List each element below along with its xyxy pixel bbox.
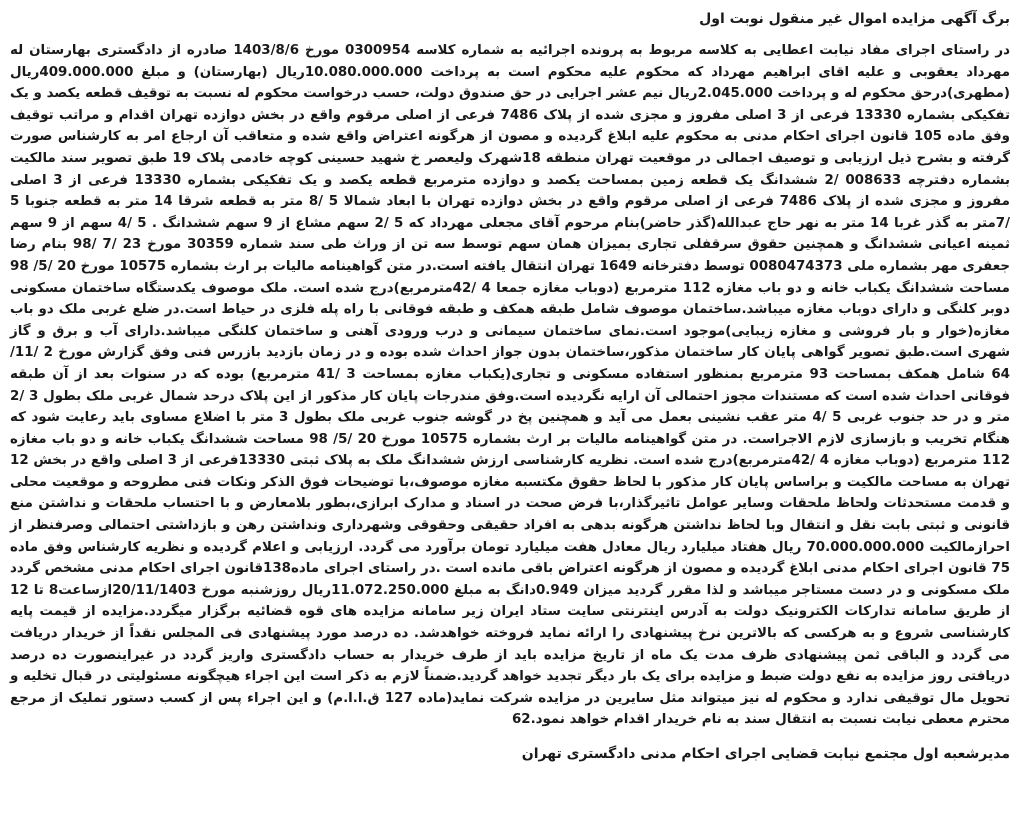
notice-signature: مدیرشعبه اول مجتمع نیابت قضایی اجرای احکام مدنی دادگستری تهران (521, 746, 1010, 762)
notice-title: برگ آگهی مزایده اموال غیر منقول نوبت اول (699, 11, 1010, 27)
notice-body: در راستای اجرای مفاد نیابت اعطایی به کلاسه مربوط به پرونده اجرائیه به شماره کلاسه 0300954 مورخ 1403/8/6 صادره از دادگستری بهارستان له مهرداد یعقوبی و علیه اقای ابراهیم مهرداد که محکوم علیه محکوم است به پرداخت 10.080.000.000ریال (بهارستان) و مبلغ 409.000.000ریال (مطهری)درحق محکوم له و پرداخت 2.045.000ریال نیم عشر اجرایی در حق صندوق دولت، حسب درخواست محکوم له نسبت به توقیف قطعه یکصد و یک تفکیکی بشماره 13330 فرعی از 3 اصلی مفروز و مجزی شده از پلاک 7486 فرعی از اصلی مرقوم واقع در بخش دوازده تهران اقدام و مراتب توقیف وفق ماده 105 قانون اجرای احکام مدنی به محکوم علیه ابلاغ گردیده و مصون از هرگونه اعتراض واقع شده و متعاقب آن ارجاع امر به کارشناس صورت گرفته و بشرح ذیل ارزیابی و توصیف اجمالی در موقعیت تهران منطقه 18شهرک ولیعصر خ شهید حسینی کوچه خادمی پلاک 19 طبق تصویر سند مالکیت بشماره دفترچه 008633 /2 ششدانگ یک قطعه زمین بمساحت یکصد و دوازده مترمربع قطعه یکصد و یک تفکیکی بشماره 13330 فرعی از 3 اصلی مفروز و مجزی شده از پلاک 7486 فرعی از اصلی مرقوم واقع در بخش دوازده تهران با ابعاد شمالا 5 /8 متر به قطعه شرقا 14 متر به قطعه جنوبا 5 /7متر به گذر غربا 14 متر به نهر حاج عبدالله(گذر حاضر)بنام مرحوم آقای مجعلی مهرداد که 5 /2 سهم مشاع از 9 سهم ششدانگ . 5 /4 سهم از 9 سهم ثمینه اعیانی ششدانگ و همچنین حقوق سرقفلی تجاری بمیزان همان سهم توسط سه تن از وراث طی سند شماره 30359 مورخ 23 /7 /98 بنام رضا جعفری مهر بشماره ملی 0080474373 توسط دفترخانه 1649 تهران انتقال یافته است.در متن گواهینامه مالیات بر ارث بشماره 10575 مورخ 20 /5/ 98 مساحت ششدانگ یکباب خانه و دو باب مغازه 112 مترمربع (دوباب مغازه جمعا 4 /42مترمربع)درج شده است. ملک موصوف یکدستگاه ساختمان مسکونی دوبر کلنگی و دارای دوباب مغازه میباشد.ساختمان موصوف شامل طبقه همکف و طبقه فوقانی با راه پله فلزی در حیاط است.در ضلع غربی ملک دو باب مغازه(خوار و بار فروشی و مغازه زیبایی)موجود است.نمای ساختمان سیمانی و درب ورودی آهنی و ساختمان کلنگی میباشد.دارای آب و برق و گاز شهری است.طبق تصویر گواهی پایان کار ساختمان مذکور،ساختمان بدون جواز احداث شده بوده و در زمان بازدید بازرس فنی وفق گزارش مورخ 2 /11/ 64 شامل همکف بمساحت 93 مترمربع بمنظور استفاده مسکونی و تجاری(یکباب مغازه بمساحت 3 /41 مترمربع) بوده که در سنوات بعد از آن طبقه فوقانی احداث شده است که مستندات مجوز احتمالی آن ارایه نگردیده است.وفق مندرجات پایان کار مذکور از این پلاک درحد شمال غربی ملک بطول 3 /2 متر و در حد جنوب غربی 5 /4 متر عقب نشینی بعمل می آید و همچنین پخ در گوشه جنوب غربی ملک بطول 3 متر با اضلاع مساوی باید رعایت شود که هنگام تخریب و بازسازی لازم الاجراست. در متن گواهینامه مالیات بر ارث بشماره 10575 مورخ 20 /5/ 98 مساحت ششدانگ یکباب خانه و دو باب مغازه 112 مترمربع (دوباب مغازه 4 /42مترمربع)درج شده است. نظریه کارشناسی ارزش ششدانگ ملک به پلاک ثبتی 13330فرعی از 3 اصلی واقع در بخش 12 تهران به مساحت مالکیت و براساس پایان کار مذکور با لحاظ حقوق مکتسبه مغازه موصوف،با توضیحات فوق الذکر ونکات فنی مطروحه و موقعیت محلی و قدمت مستحدثات ولحاظ ملحقات وسایر عوامل تاثیرگذار،با فرض صحت در اسناد و مدارک ابرازی،بطور بلامعارض و با احتساب ملحقات و نداشتن منع قانونی و ثبتی بابت نقل و انتقال وبا لحاظ نداشتن هرگونه بدهی به افراد حقیقی وحقوقی وشهرداری ونداشتن رهن و بازداشتی احتمالی وصرفنظر از احرازمالکیت 70.000.000.000 ریال هفتاد میلیارد ریال معادل هفت میلیارد تومان برآورد می گردد. ارزیابی و اعلام گردیده و نظریه کارشناس وفق ماده 75 قانون اجرای احکام مدنی ابلاغ گردیده و مصون از هرگونه اعتراض باقی مانده است .در راستای اجرای ماده138قانون اجرای احکام مدنی مشخص گردد ملک مسکونی و در دست مستاجر میباشد و لذا مقرر گردید میزان 0.949دانگ به مبلغ 11.072.250.000ریال روزشنبه مورخ 20/11/1403ازساعت8 تا 12 از طریق سامانه تدارکات الکترونیک دولت به آدرس اینترنتی سایت ستاد ایران زیر سامانه مزایده های قوه قضائیه برگزار میگردد.مزایده از قیمت پایه کارشناسی شروع و به هرکسی که بالاترین نرخ پیشنهادی را ارائه نماید فروخته خواهدشد. ده درصد مورد پیشنهادی فی المجلس نقداً از خریدار دریافت می گردد و الباقی ثمن پیشنهادی ظرف مدت یک ماه از تاریخ مزایده باید از طرف خریدار به حساب دادگستری واریز گردد در غیراینصورت ده درصد دریافتی روز مزایده به نفع دولت ضبط و مزایده برای یک بار دیگر تجدید خواهد گردید.ضمناً لازم به ذکر است این اجراء هیچگونه مسئولیتی در قبال تخلیه و تحویل مال توقیفی ندارد و محکوم له نیز میتواند مثل سایرین در مزایده شرکت نماید(ماده 127 ق.ا.ا.م) و این اجراء پس از کسب دستور تملیک از مرجع محترم معطی نیابت نسبت به انتقال سند به نام خریدار اقدام خواهد نمود.62 (10, 43, 1011, 728)
